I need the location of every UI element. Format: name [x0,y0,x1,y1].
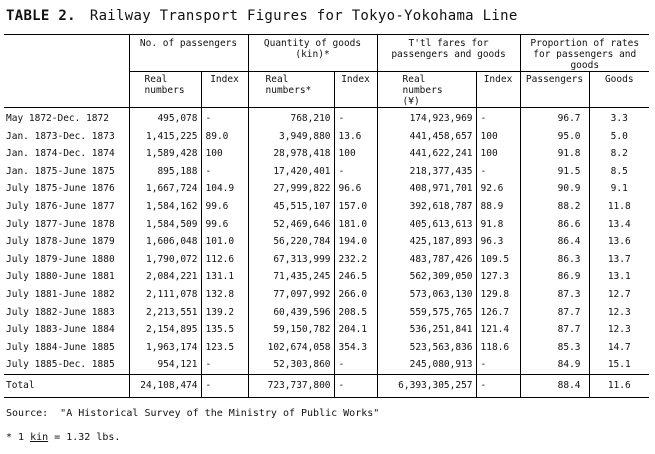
period-subheader [4,72,129,108]
total-row [4,374,649,397]
prop-goods-cell: 5.0 [589,128,649,146]
fares-value-cell: 218,377,435 [377,163,476,181]
prop-goods-cell: 13.6 [589,233,649,251]
prop-passengers-cell: 86.4 [520,233,589,251]
passengers-value-cell: 1,606,048 [129,233,201,251]
fares-index-header: Index [476,72,520,108]
passengers-value-cell: 2,213,551 [129,304,201,322]
period-cell: July 1882-June 1883 [6,306,115,318]
footnote-prefix: * 1 [6,432,31,443]
passengers-index-cell: 101.0 [201,233,248,251]
passengers-index-cell: 99.6 [201,198,248,216]
prop-passengers-cell: 87.7 [520,321,589,339]
passengers-index-cell: 112.6 [201,251,248,269]
prop-goods-cell: 13.4 [589,216,649,234]
fares-index-cell: 109.5 [476,251,520,269]
passengers-index-cell: 139.2 [201,304,248,322]
prop-goods-cell: 13.1 [589,268,649,286]
fares-index-cell: 91.8 [476,216,520,234]
period-cell: July 1875-June 1876 [6,183,115,195]
goods-index-cell: 157.0 [334,198,377,216]
period-cell: July 1877-June 1878 [6,218,115,230]
fares-index-cell: 129.8 [476,286,520,304]
prop-passengers-header: Passengers [520,72,589,108]
passengers-value-cell: 2,154,895 [129,321,201,339]
prop-goods-cell: 8.5 [589,163,649,181]
table-row [4,304,649,322]
total-passengers-index: - [201,374,248,397]
table-number: TABLE 2. [6,8,76,24]
passengers-index-cell: 89.0 [201,128,248,146]
prop-goods-cell: 12.3 [589,321,649,339]
period-cell: July 1880-June 1881 [6,271,115,283]
table-row [4,145,649,163]
fares-value-cell: 425,187,893 [377,233,476,251]
prop-goods-cell: 12.3 [589,304,649,322]
passengers-value-cell: 1,790,072 [129,251,201,269]
fares-index-cell: 118.6 [476,339,520,357]
prop-goods-header: Goods [589,72,649,108]
fares-index-cell: - [476,356,520,374]
goods-index-cell: 181.0 [334,216,377,234]
prop-passengers-cell: 88.2 [520,198,589,216]
total-prop-goods: 11.6 [589,374,649,397]
prop-passengers-cell: 87.3 [520,286,589,304]
period-cell: Jan. 1874-Dec. 1874 [6,148,115,160]
table-row [4,233,649,251]
passengers-index-cell: 132.8 [201,286,248,304]
prop-passengers-cell: 96.7 [520,108,589,128]
passengers-value-cell: 1,415,225 [129,128,201,146]
total-passengers: 24,108,474 [129,374,201,397]
goods-index-cell: 13.6 [334,128,377,146]
passengers-index-cell: 104.9 [201,180,248,198]
period-cell: May 1872-Dec. 1872 [6,113,109,124]
table-row [4,321,649,339]
goods-value-cell: 56,220,784 [248,233,334,251]
fares-group-header: T'tl fares for passengers and goods [377,35,520,72]
period-cell: July 1883-June 1884 [6,324,115,336]
goods-value-cell: 77,097,992 [248,286,334,304]
goods-index-cell: 208.5 [334,304,377,322]
table-row [4,356,649,374]
table-row [4,339,649,357]
table-row [4,268,649,286]
period-cell: July 1876-June 1877 [6,200,115,212]
prop-passengers-cell: 86.9 [520,268,589,286]
table-row [4,108,649,128]
prop-goods-cell: 12.7 [589,286,649,304]
goods-index-cell: - [334,108,377,128]
fares-index-cell: 100 [476,145,520,163]
goods-index-cell: 266.0 [334,286,377,304]
goods-value-cell: 3,949,880 [248,128,334,146]
passengers-value-cell: 2,084,221 [129,268,201,286]
goods-index-cell: 354.3 [334,339,377,357]
fares-value-cell: 441,622,241 [377,145,476,163]
prop-passengers-cell: 91.8 [520,145,589,163]
table-row [4,198,649,216]
goods-index-cell: - [334,163,377,181]
fares-value-cell: 174,923,969 [377,108,476,128]
table-body [4,108,649,375]
goods-value-cell: 67,313,999 [248,251,334,269]
fares-value-cell: 392,618,787 [377,198,476,216]
prop-passengers-cell: 85.3 [520,339,589,357]
prop-passengers-cell: 84.9 [520,356,589,374]
goods-index-cell: 96.6 [334,180,377,198]
fares-index-cell: 127.3 [476,268,520,286]
goods-index-cell: 194.0 [334,233,377,251]
prop-goods-cell: 3.3 [589,108,649,128]
fares-index-cell: 100 [476,128,520,146]
footnote-suffix: = 1.32 lbs. [48,432,121,443]
goods-value-cell: 45,515,107 [248,198,334,216]
fares-value-cell: 562,309,050 [377,268,476,286]
table-row [4,163,649,181]
passengers-index-cell: 135.5 [201,321,248,339]
passengers-value-cell: 495,078 [129,108,201,128]
prop-goods-cell: 15.1 [589,356,649,374]
goods-index-cell: 232.2 [334,251,377,269]
prop-passengers-cell: 91.5 [520,163,589,181]
fares-value-cell: 573,063,130 [377,286,476,304]
goods-group-header: Quantity of goods (kin)* [248,35,377,72]
goods-value-cell: 52,303,860 [248,356,334,374]
goods-value-cell: 71,435,245 [248,268,334,286]
table-row [4,251,649,269]
table-row [4,286,649,304]
prop-goods-cell: 11.8 [589,198,649,216]
goods-value-cell: 27,999,822 [248,180,334,198]
prop-passengers-cell: 86.3 [520,251,589,269]
passengers-value-cell: 895,188 [129,163,201,181]
fares-value-cell: 483,787,426 [377,251,476,269]
passengers-value-cell: 1,589,428 [129,145,201,163]
passengers-index-header: Index [201,72,248,108]
fares-index-cell: 88.9 [476,198,520,216]
fares-value-cell: 245,080,913 [377,356,476,374]
prop-passengers-cell: 90.9 [520,180,589,198]
table-row [4,128,649,146]
goods-value-cell: 768,210 [248,108,334,128]
goods-index-cell: 246.5 [334,268,377,286]
total-prop-passengers: 88.4 [520,374,589,397]
goods-value-cell: 59,150,782 [248,321,334,339]
table-row [4,216,649,234]
goods-index-cell: 100 [334,145,377,163]
fares-value-cell: 559,575,765 [377,304,476,322]
fares-index-cell: - [476,108,520,128]
passengers-group-header: No. of passengers [129,35,248,72]
footnote [6,432,120,443]
period-cell: July 1878-June 1879 [6,236,115,248]
source-note: Source: "A Historical Survey of the Ministry of Public Works" [6,408,380,419]
prop-goods-cell: 14.7 [589,339,649,357]
period-cell: Jan. 1875-June 1875 [6,165,115,177]
total-label: Total [6,379,35,391]
proportion-group-header: Proportion of rates for passengers and goods [520,35,649,72]
goods-value-cell: 52,469,646 [248,216,334,234]
prop-passengers-cell: 87.7 [520,304,589,322]
period-cell: July 1879-June 1880 [6,253,115,265]
prop-goods-cell: 8.2 [589,145,649,163]
fares-value-cell: 405,613,613 [377,216,476,234]
fares-value-cell: 408,971,701 [377,180,476,198]
goods-real-header: Real numbers* [248,72,334,108]
period-cell: July 1881-June 1882 [6,288,115,300]
table-caption: Railway Transport Figures for Tokyo-Yokohama Line [89,8,518,24]
goods-value-cell: 60,439,596 [248,304,334,322]
total-goods-index: - [334,374,377,397]
table-row [4,180,649,198]
fares-index-cell: 126.7 [476,304,520,322]
passengers-value-cell: 1,963,174 [129,339,201,357]
passengers-index-cell: - [201,108,248,128]
passengers-value-cell: 2,111,078 [129,286,201,304]
passengers-value-cell: 954,121 [129,356,201,374]
fares-value-cell: 536,251,841 [377,321,476,339]
fares-value-cell: 441,458,657 [377,128,476,146]
fares-index-cell: - [476,163,520,181]
goods-value-cell: 102,674,058 [248,339,334,357]
goods-index-cell: 204.1 [334,321,377,339]
goods-value-cell: 28,978,418 [248,145,334,163]
period-cell: July 1885-Dec. 1885 [6,359,115,371]
prop-goods-cell: 9.1 [589,180,649,198]
passengers-index-cell: 100 [201,145,248,163]
passengers-index-cell: - [201,356,248,374]
passengers-index-cell: 123.5 [201,339,248,357]
total-section [4,374,649,397]
prop-goods-cell: 13.7 [589,251,649,269]
goods-value-cell: 17,420,401 [248,163,334,181]
passengers-value-cell: 1,584,509 [129,216,201,234]
period-header [4,35,129,72]
fares-real-header: Real numbers (¥) [377,72,476,108]
railway-transport-table [4,34,649,398]
passengers-real-header: Real numbers [129,72,201,108]
fares-value-cell: 523,563,836 [377,339,476,357]
total-goods: 723,737,800 [248,374,334,397]
period-cell: July 1884-June 1885 [6,341,115,353]
total-fares-index: - [476,374,520,397]
period-cell: Jan. 1873-Dec. 1873 [6,130,115,142]
passengers-index-cell: 99.6 [201,216,248,234]
prop-passengers-cell: 86.6 [520,216,589,234]
passengers-index-cell: 131.1 [201,268,248,286]
passengers-value-cell: 1,584,162 [129,198,201,216]
passengers-value-cell: 1,667,724 [129,180,201,198]
goods-index-header: Index [334,72,377,108]
prop-passengers-cell: 95.0 [520,128,589,146]
footnote-unit: kin [30,432,49,443]
goods-index-cell: - [334,356,377,374]
total-fares: 6,393,305,257 [377,374,476,397]
table-title [6,8,518,24]
fares-index-cell: 96.3 [476,233,520,251]
passengers-index-cell: - [201,163,248,181]
fares-index-cell: 121.4 [476,321,520,339]
fares-index-cell: 92.6 [476,180,520,198]
